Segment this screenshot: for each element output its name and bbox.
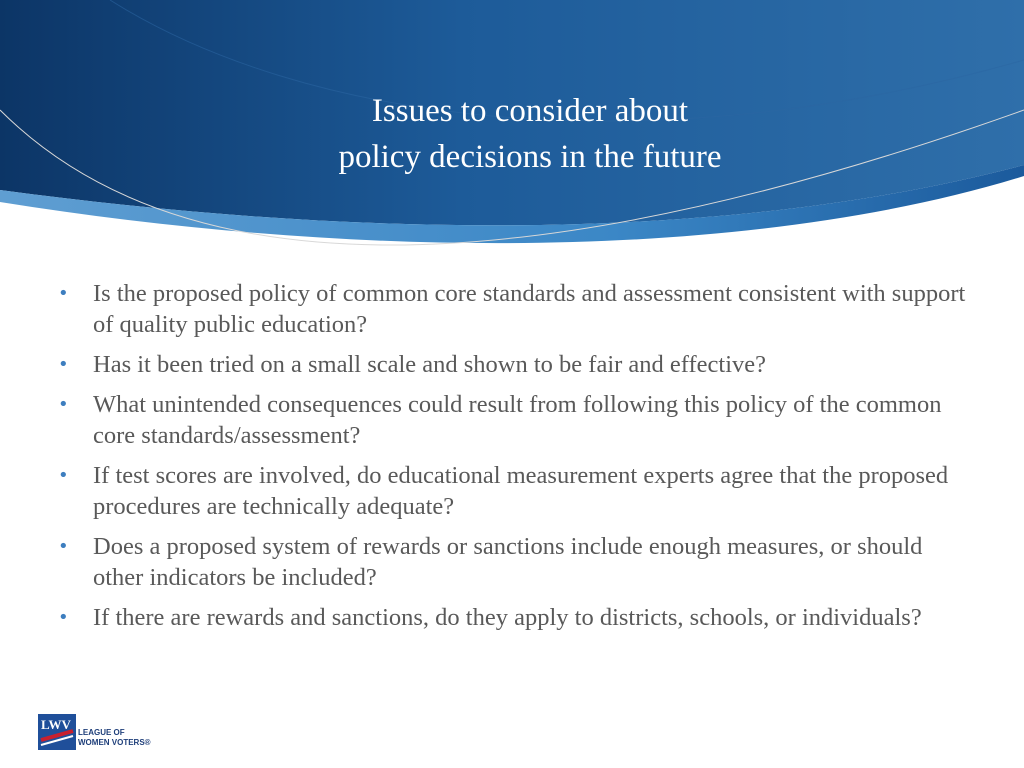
bullet-text: Has it been tried on a small scale and shown to be fair and effective? [93,351,767,378]
bullet-icon: • [58,607,69,628]
bullet-item [58,531,978,593]
lwv-logo-mark-text: LWV [41,717,71,732]
bullet-icon: • [58,536,69,557]
bullet-icon: • [58,354,69,375]
bullet-text: If there are rewards and sanctions, do they apply to districts, schools, or individuals? [93,604,922,631]
slide-title-line-2: policy decisions in the future [338,139,722,175]
bullet-icon: • [58,394,69,415]
bullet-icon: • [58,283,69,304]
slide-title [230,88,830,180]
bullet-item [58,349,978,380]
bullet-text: If test scores are involved, do educational measurement experts agree that the proposed procedures are technically adequate? [93,462,949,520]
bullet-list [58,278,978,642]
logo-line-1: LEAGUE OF [78,728,125,737]
lwv-logo-icon [38,714,76,750]
slide-title-line-1: Issues to consider about [371,93,689,129]
logo-text [78,728,151,748]
bullet-item [58,389,978,451]
bullet-text: What unintended consequences could result from following this policy of the common core standards/assessment? [93,391,942,449]
bullet-text: Is the proposed policy of common core standards and assessment consistent with support of quality public education? [93,280,966,338]
bullet-item [58,460,978,522]
bullet-item [58,602,978,633]
bullet-item [58,278,978,340]
logo-line-2: WOMEN VOTERS® [78,738,151,747]
bullet-text: Does a proposed system of rewards or sanctions include enough measures, or should other indicators be included? [93,533,923,591]
league-of-women-voters-logo [38,714,168,754]
bullet-icon: • [58,465,69,486]
